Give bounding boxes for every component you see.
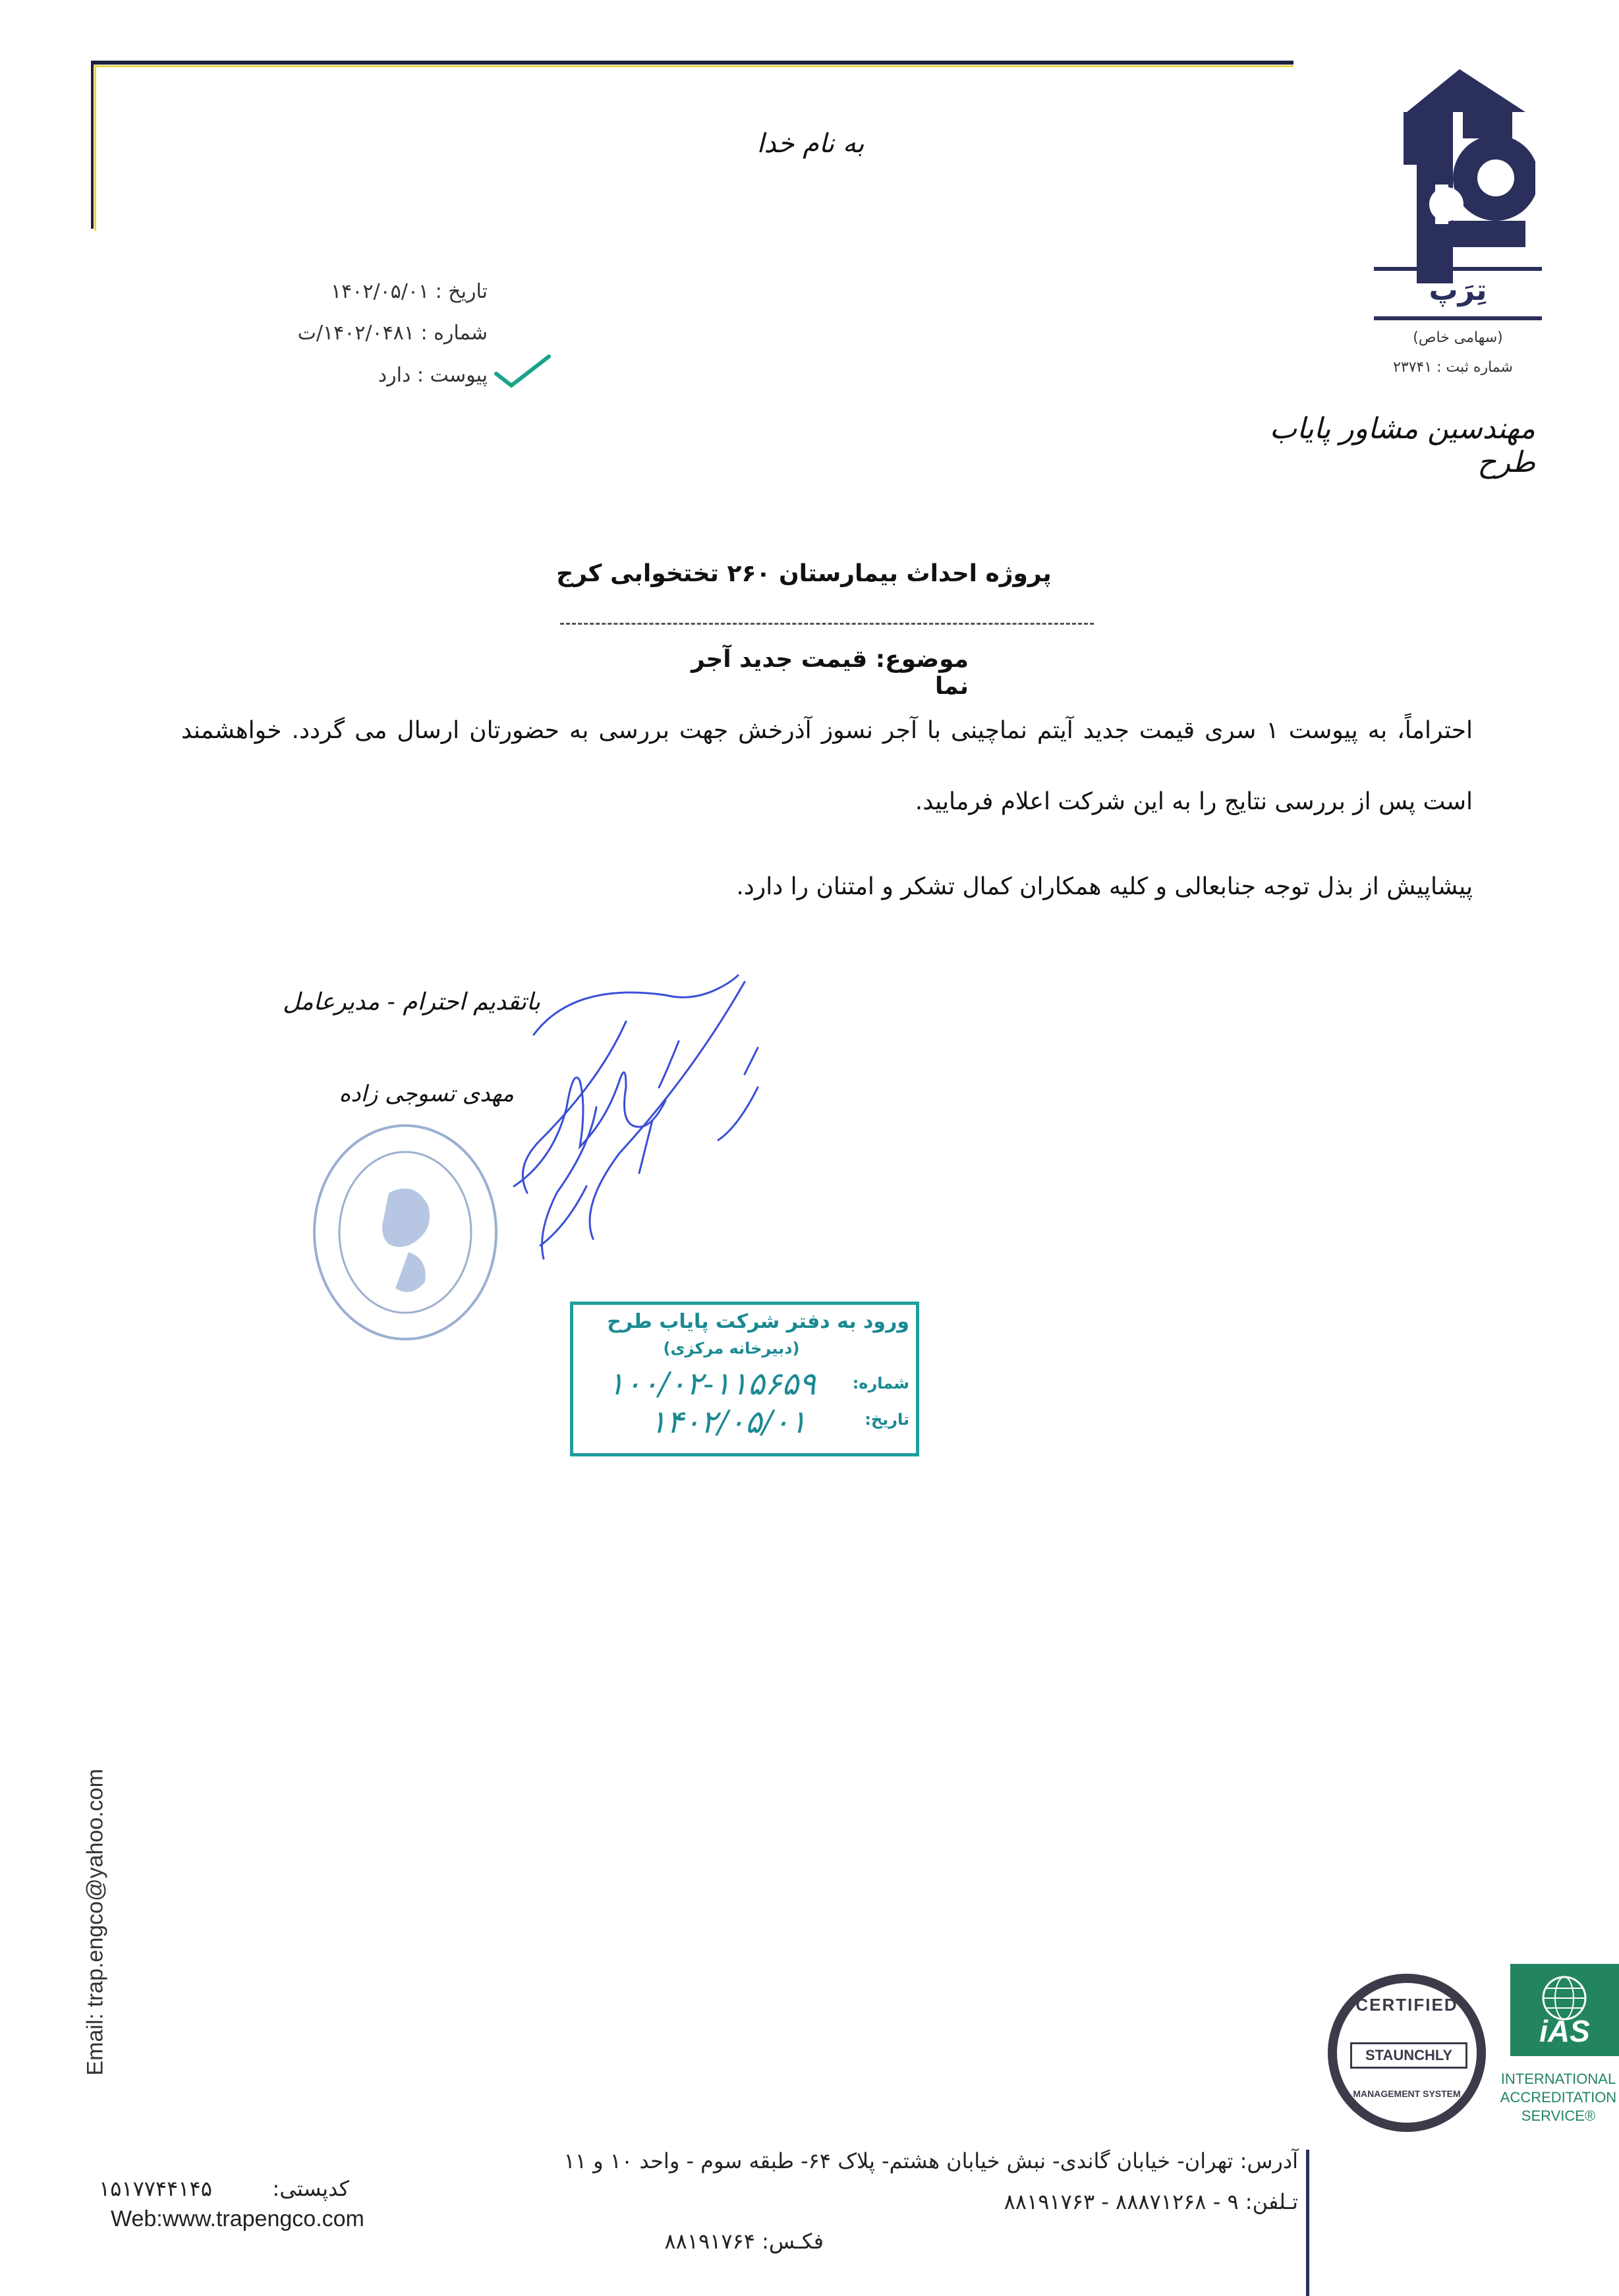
- logo-registration: شماره ثبت : ۲۳۷۴۱: [1393, 359, 1513, 376]
- stamp-title: ورود به دفتر شرکت پایاب طرح: [607, 1310, 909, 1333]
- stamp-number-value: ۱۰۰/۰۲-۱۱۵۶۵۹: [608, 1365, 816, 1402]
- footer-address: آدرس: تهران- خیابان گاندی- نبش خیابان هشتم- پلاک ۶۴- طبقه سوم - واحد ۱۰ و ۱۱: [563, 2148, 1298, 2173]
- header-rule-left-accent: [94, 66, 96, 231]
- footer-fax: فکـس: ۸۸۱۹۱۷۶۴: [664, 2229, 824, 2254]
- company-logo: [1384, 66, 1535, 283]
- certified-badge: [1328, 1974, 1486, 2132]
- stamp-date-value: ۱۴۰۲/۰۵/۰۱: [649, 1404, 807, 1441]
- footer-postal-code: ۱۵۱۷۷۴۴۱۴۵: [99, 2176, 212, 2201]
- footer-phone: تـلفن: ۹ - ۸۸۸۷۱۲۶۸ - ۸۸۱۹۱۷۶۳: [1004, 2189, 1298, 2214]
- certified-badge-top-text: CERTIFIED: [1355, 1995, 1458, 2015]
- project-title: پروژه احداث بیمارستان ۲۶۰ تختخوابی کرج: [556, 560, 1052, 587]
- ias-text-1: INTERNATIONAL: [1500, 2071, 1616, 2087]
- letter-paragraph-2: پیشاپیش از بذل توجه جنابعالی و کلیه همکاران کمال تشکر و امتنان را دارد.: [736, 873, 1473, 900]
- letter-number: شماره : ۱۴۰۲/۰۴۸۱/ت: [297, 322, 488, 345]
- letter-paragraph-1: احتراماً، به پیوست ۱ سری قیمت جدید آیتم نماچینی با آجر نسوز آذرخش جهت بررسی به حضورتان ارسال می گردد. خواهشمند است پس از بررسی نتایج را به این شرکت اعلام فرمایید.: [181, 717, 1473, 815]
- company-seal-icon: [310, 1120, 501, 1344]
- ias-logo: [1510, 1964, 1619, 2056]
- signature-name: مهدی تسوجی زاده: [339, 1081, 514, 1107]
- company-name: مهندسین مشاور پایاب طرح: [1269, 412, 1535, 479]
- stamp-date-label: تاریخ:: [865, 1410, 909, 1429]
- ias-logo-text: iAS: [1539, 2014, 1590, 2048]
- handwritten-signature: [488, 969, 771, 1311]
- signature-closing: باتقدیم احترام - مدیرعامل: [283, 989, 540, 1016]
- basmala: به نام خدا: [756, 129, 865, 159]
- checkmark-icon: [493, 353, 552, 389]
- letter-date: تاریخ : ۱۴۰۲/۰۵/۰۱: [331, 280, 488, 303]
- letter-subject: موضوع: قیمت جدید آجر نما: [691, 646, 969, 700]
- footer-email: Email: trap.engco@yahoo.com: [82, 1769, 108, 2076]
- footer-web: Web:www.trapengco.com: [111, 2206, 364, 2231]
- stamp-subtitle: (دبیرخانه مرکزی): [663, 1339, 800, 1358]
- header-rule-accent: [91, 65, 1293, 67]
- received-stamp: [570, 1302, 919, 1456]
- letter-attachment: پیوست : دارد: [378, 364, 488, 387]
- logo-company-type: (سهامی خاص): [1413, 330, 1503, 346]
- footer-postal-code-label: کدپستی:: [272, 2176, 349, 2201]
- ias-text-3: SERVICE®: [1521, 2108, 1596, 2124]
- logo-brand: تِرَپ: [1429, 273, 1487, 307]
- footer-rule-right: [1306, 2150, 1309, 2296]
- certified-badge-brand: STAUNCHLY: [1350, 2042, 1467, 2069]
- ias-text-2: ACCREDITATION: [1500, 2089, 1617, 2106]
- stamp-number-label: شماره:: [852, 1374, 909, 1392]
- logo-rule-top: [1374, 267, 1542, 271]
- logo-rule-bottom: [1374, 316, 1542, 320]
- title-divider: [560, 623, 1094, 625]
- header-rule-left: [91, 61, 94, 229]
- certified-badge-bottom-text: MANAGEMENT SYSTEM: [1353, 2088, 1461, 2099]
- header-rule: [91, 61, 1293, 65]
